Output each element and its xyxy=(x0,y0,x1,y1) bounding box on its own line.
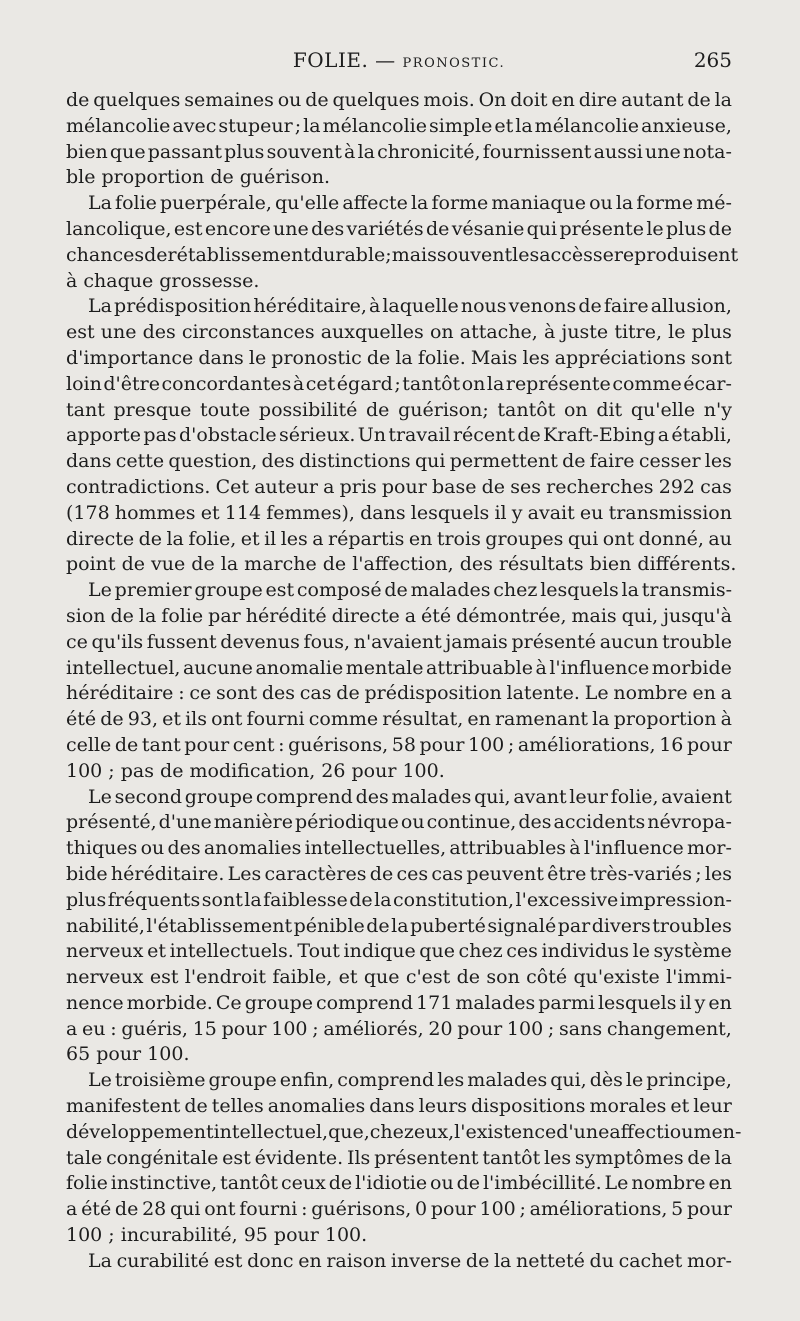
text-line: folie instinctive, tantôt ceux de l'idiotie ou de l'imbécillité. Le nombre en xyxy=(66,1172,732,1195)
text-line: sion de la folie par hérédité directe a été démontrée, mais qui, jusqu'à xyxy=(66,604,732,627)
text-line: développement intellectuel, que, chez eux, l'existence d'une affectiou men- xyxy=(66,1120,742,1143)
text-line: 65 pour 100. xyxy=(66,1043,190,1066)
text-line: La curabilité est donc en raison inverse de la netteté du cachet mor- xyxy=(88,1249,732,1272)
text-line: apporte pas d'obstacle sérieux. Un travail récent de Kraft-Ebing a établi, xyxy=(66,424,732,447)
text-line: manifestent de telles anomalies dans leurs dispositions morales et leur xyxy=(66,1095,732,1118)
text-line: point de vue de la marche de l'affection, des résultats bien différents. xyxy=(66,553,737,576)
text-line: nerveux et intellectuels. Tout indique que chez ces individus le système xyxy=(66,940,732,963)
title-main: FOLIE. — xyxy=(292,48,396,72)
text-line: mélancolie avec stupeur ; la mélancolie simple et la mélancolie anxieuse, xyxy=(66,114,732,137)
text-line: Le troisième groupe enfin, comprend les malades qui, dès le principe, xyxy=(88,1069,732,1092)
text-line: tant presque toute possibilité de guérison; tantôt on dit qu'elle n'y xyxy=(66,398,732,421)
text-line: (178 hommes et 114 femmes), dans lesquels il y avait eu transmission xyxy=(66,501,732,524)
text-line: à chaque grossesse. xyxy=(66,269,260,292)
text-line: loin d'être concordantes à cet égard ; tantôt on la représente comme écar- xyxy=(66,372,732,395)
text-line: présenté, d'une manière périodique ou continue, des accidents névropa- xyxy=(66,811,732,834)
text-line: 100 ; pas de modification, 26 pour 100. xyxy=(66,759,445,782)
text-line: plus fréquents sont la faiblesse de la constitution, l'excessive impression- xyxy=(66,888,732,911)
text-line: ble proportion de guérison. xyxy=(66,166,331,189)
text-line: La folie puerpérale, qu'elle affecte la forme maniaque ou la forme mé- xyxy=(88,192,732,215)
text-line: été de 93, et ils ont fourni comme résultat, en ramenant la proportion à xyxy=(66,708,732,731)
text-line: bide héréditaire. Les caractères de ces cas peuvent être très-variés ; les xyxy=(66,862,732,885)
text-line: La prédisposition héréditaire, à laquelle nous venons de faire allusion, xyxy=(88,295,732,318)
text-line: celle de tant pour cent : guérisons, 58 pour 100 ; améliorations, 16 pour xyxy=(66,733,732,756)
text-line: ce qu'ils fussent devenus fous, n'avaient jamais présenté aucun trouble xyxy=(66,630,732,653)
running-title xyxy=(66,48,732,72)
text-line: nence morbide. Ce groupe comprend 171 malades parmi lesquels il y en xyxy=(66,991,732,1014)
text-line: nerveux est l'endroit faible, et que c'est de son côté qu'existe l'immi- xyxy=(66,966,732,989)
text-line: intellectuel, aucune anomalie mentale attribuable à l'influence morbide xyxy=(66,656,732,679)
text-line: lancolique, est encore une des variétés de vésanie qui présente le plus de xyxy=(66,217,732,240)
text-line: chances de rétablissement durable ; mais souvent les accès se reproduisent xyxy=(66,243,739,266)
text-line: héréditaire : ce sont des cas de prédisposition latente. Le nombre en a xyxy=(66,682,732,705)
text-line: de quelques semaines ou de quelques mois. On doit en dire autant de la xyxy=(66,89,732,111)
text-line: directe de la folie, et il les a répartis en trois groupes qui ont donné, au xyxy=(66,527,732,550)
text-line: thiques ou des anomalies intellectuelles, attribuables à l'influence mor- xyxy=(66,837,732,860)
running-header xyxy=(66,48,732,78)
text-line: 100 ; incurabilité, 95 pour 100. xyxy=(66,1224,368,1247)
text-line: a été de 28 qui ont fourni : guérisons, 0 pour 100 ; améliorations, 5 pour xyxy=(66,1198,732,1221)
text-line: tale congénitale est évidente. Ils présentent tantôt les symptômes de la xyxy=(66,1146,732,1169)
body-text xyxy=(66,88,742,1275)
text-line: dans cette question, des distinctions qui permettent de faire cesser les xyxy=(66,450,732,473)
text-line: Le second groupe comprend des malades qui, avant leur folie, avaient xyxy=(88,785,732,808)
text-line: contradictions. Cet auteur a pris pour base de ses recherches 292 cas xyxy=(66,475,732,498)
text-line: bien que passant plus souvent à la chronicité, fournissent aussi une nota- xyxy=(66,140,732,163)
title-sub: PRONOSTIC. xyxy=(402,56,506,71)
text-line: Le premier groupe est composé de malades chez lesquels la transmis- xyxy=(88,579,732,602)
text-line: nabilité, l'établissement pénible de la puberté signalé par divers troubles xyxy=(66,914,732,937)
page-number: 265 xyxy=(693,48,732,72)
text-line: d'importance dans le pronostic de la folie. Mais les appréciations sont xyxy=(66,346,732,369)
text-line: a eu : guéris, 15 pour 100 ; améliorés, 20 pour 100 ; sans changement, xyxy=(66,1017,732,1040)
text-line: est une des circonstances auxquelles on attache, à juste titre, le plus xyxy=(66,321,732,344)
